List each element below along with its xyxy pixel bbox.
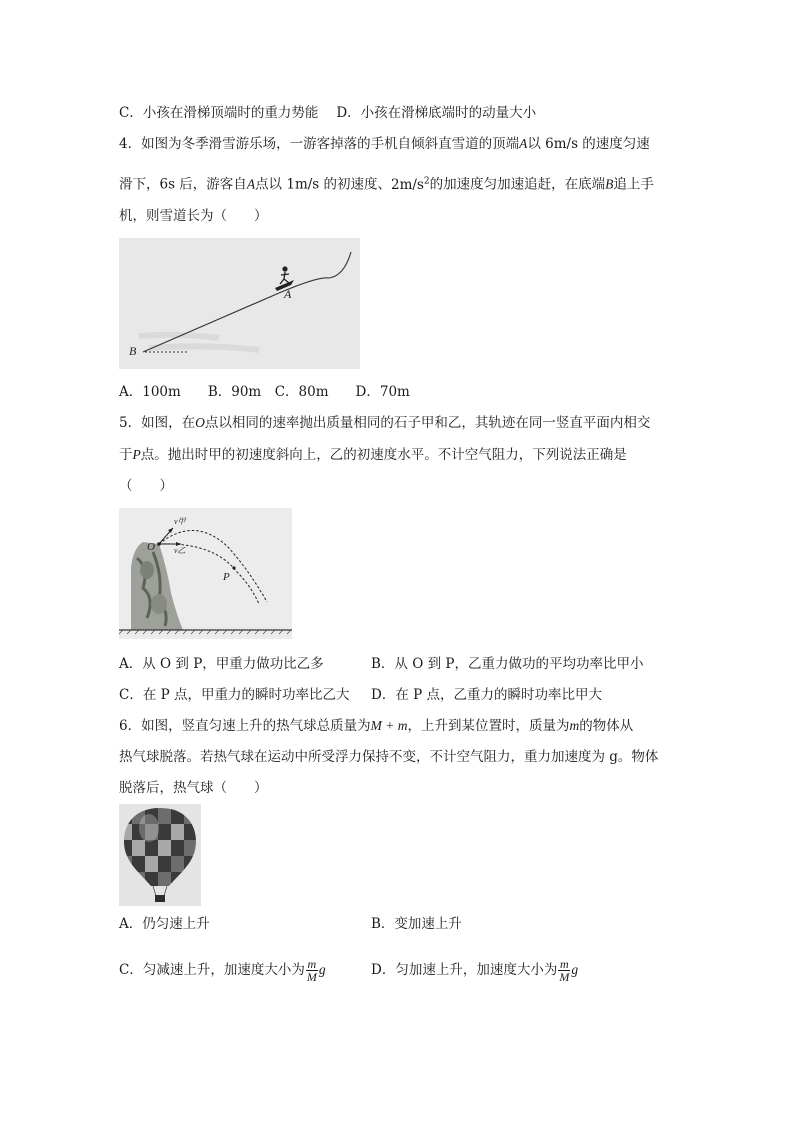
q4-text: 追上手 — [613, 176, 654, 193]
q4-options: A．100m B．90m C．80m D．70m — [119, 384, 410, 400]
q6-text: 6．如图，竖直匀速上升的热气球总质量为 — [119, 718, 371, 734]
q5-point-p: P — [132, 447, 141, 462]
q6-fraction-m-over-m: $\frac{m}{M}$ — [306, 957, 317, 984]
q6-options-row1 — [119, 915, 462, 933]
figure-label-a: A — [284, 287, 292, 301]
figure-label-b: B — [129, 344, 137, 358]
figure-label-v-jia: v甲 — [174, 517, 186, 526]
q5-stem-line2 — [119, 446, 627, 464]
q6-text: ，上升到某位置时，质量为 — [407, 718, 570, 734]
q4-text: 4．如图为冬季滑雪游乐场，一游客掉落的手机自倾斜直雪道的顶端 — [119, 136, 520, 152]
q5-stem-line3: （ ） — [119, 478, 173, 494]
q4-text: 的加速度匀加速追赶，在底端 — [429, 176, 606, 193]
q4-acceleration: $2m/s^2$ — [391, 176, 430, 193]
q6-mass-m: m — [569, 718, 580, 733]
q5-text: 于 — [119, 447, 133, 463]
q5-options-row1 — [119, 655, 643, 673]
q3-options-row — [119, 104, 536, 122]
q4-stem-line1 — [119, 135, 650, 153]
q6-stem-line3: 脱落后，热气球（ ） — [119, 780, 268, 796]
q6-stem-line1 — [119, 717, 633, 735]
q4-text: 滑下，6s 后，游客自 — [119, 176, 247, 193]
q5-stem-line1 — [119, 414, 650, 432]
q4-text: 点以 1m/s 的初速度、 — [255, 176, 392, 193]
q4-ski-slope-figure — [119, 238, 360, 369]
q5-text: 5．如图，在 — [119, 415, 196, 431]
q5-text: 点。抛出时甲的初速度斜向上，乙的初速度水平。不计空气阻力，下列说法正确是 — [140, 447, 627, 463]
q5-option-c: C．在 P 点，甲重力的瞬时功率比乙大 — [119, 687, 350, 703]
q4-stem-line3: 机，则雪道长为（ ） — [119, 208, 268, 224]
q4-stem-line2 — [119, 172, 654, 194]
q5-option-d: D．在 P 点，乙重力的瞬时功率比甲大 — [371, 687, 602, 703]
q6-hot-air-balloon-figure — [119, 804, 201, 906]
q6-mass-expression: M + m — [370, 718, 408, 733]
q6-options-row2 — [119, 955, 578, 985]
q6-text: 的物体从 — [579, 718, 634, 734]
q6-option-a: A．仍匀速上升 — [119, 916, 210, 932]
q5-point-o: O — [195, 415, 205, 430]
q4-point-a: A — [519, 136, 528, 151]
q3-option-d: D．小孩在滑梯底端时的动量大小 — [336, 105, 537, 121]
q4-text: 以 6m/s 的速度匀速 — [527, 136, 650, 152]
q3-option-c: C．小孩在滑梯顶端时的重力势能 — [119, 105, 319, 121]
q5-option-a: A．从 O 到 P，甲重力做功比乙多 — [119, 656, 324, 672]
q6-stem-line2: 热气球脱落。若热气球在运动中所受浮力保持不变，不计空气阻力，重力加速度为 g。物体 — [119, 749, 659, 765]
q6-option-d: D．匀加速上升，加速度大小为 $\frac{m}{M}$ g — [371, 957, 579, 984]
q6-option-b: B．变加速上升 — [371, 916, 462, 932]
q6-option-c: C．匀减速上升，加速度大小为 $\frac{m}{M}$ g — [119, 957, 326, 984]
q5-options-row2 — [119, 686, 602, 704]
q5-projectile-figure — [119, 508, 292, 639]
q4-point-b: B — [605, 176, 614, 192]
q5-option-b: B．从 O 到 P，乙重力做功的平均功率比甲小 — [371, 656, 644, 672]
figure-label-v-yi: v乙 — [174, 546, 186, 555]
figure-label-p: P — [223, 571, 230, 583]
q4-point-a: A — [246, 176, 256, 192]
figure-label-o: O — [147, 541, 155, 553]
q6-fraction-m-over-m: $\frac{m}{M}$ — [559, 957, 570, 984]
q5-text: 点以相同的速率抛出质量相同的石子甲和乙，其轨迹在同一竖直平面内相交 — [204, 415, 651, 431]
